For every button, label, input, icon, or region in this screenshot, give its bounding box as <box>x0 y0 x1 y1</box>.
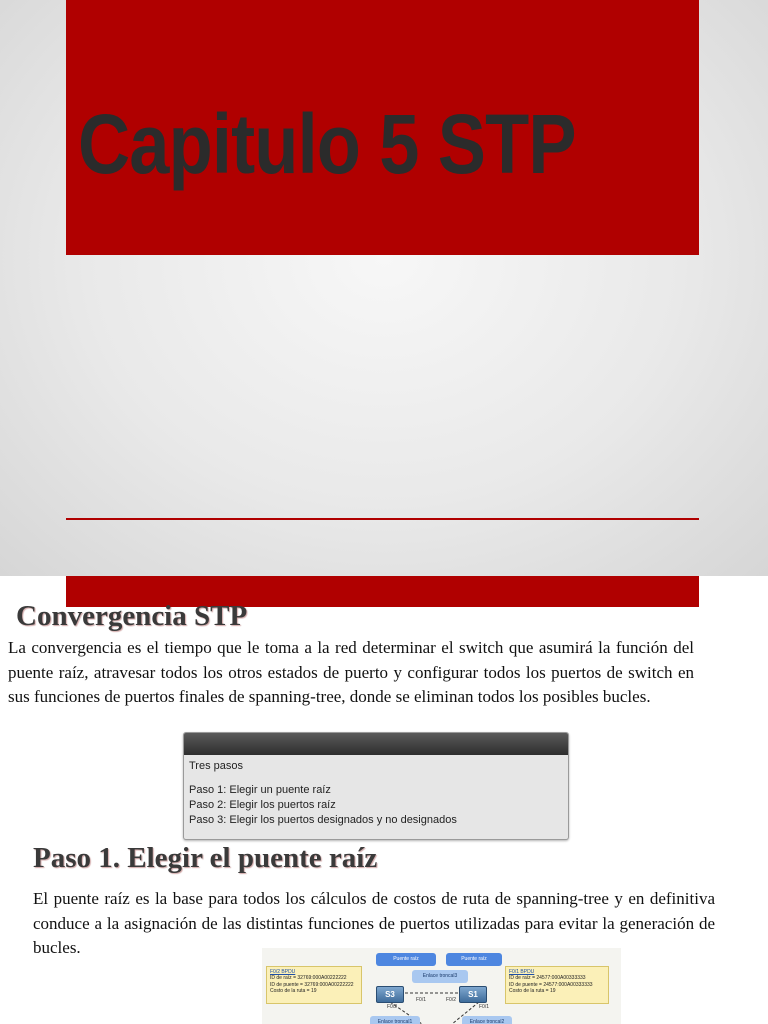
port-label: F0/1 <box>416 997 427 1003</box>
step-2: Paso 2: Elegir los puertos raíz <box>189 799 336 811</box>
port-label: F0/2 <box>446 997 457 1003</box>
bpdu-right-line: ID de puente = 24577:000A00333333 <box>509 981 593 988</box>
switch-s1-icon: S1 <box>459 986 487 1003</box>
bpdu-right-line: ID de raíz = 24577:000A00333333 <box>509 975 586 982</box>
panel-title-bar <box>184 733 568 755</box>
switch-s3-icon: S3 <box>376 986 404 1003</box>
bpdu-left-line: ID de puente = 32769:000A00222222 <box>270 981 354 988</box>
bpdu-left-line: Costo de la ruta = 19 <box>270 987 317 994</box>
section-heading-convergencia: Convergencia STP <box>16 600 248 632</box>
bpdu-box-left <box>266 966 362 1004</box>
root-bridge-pill-right: Puente raíz <box>446 953 502 966</box>
step-1: Paso 1: Elegir un puente raíz <box>189 784 331 796</box>
trunk-link-1: Enlace troncal1 <box>370 1016 420 1024</box>
step-3: Paso 3: Elegir los puertos designados y no designados <box>189 814 457 826</box>
section-heading-paso1: Paso 1. Elegir el puente raíz <box>33 842 378 874</box>
port-label: F0/2 <box>387 1004 398 1010</box>
bpdu-left-title: F0/2 BPDU <box>270 969 296 975</box>
trunk-link-3: Enlace troncal3 <box>412 970 468 983</box>
three-steps-panel <box>183 732 569 840</box>
root-bridge-paragraph: El puente raíz es la base para todos los cálculos de costos de ruta de spanning-tree y en definitiva conduce a la asignación de las distintas funciones de puertos utilizadas para evitar la generación de bucles. <box>33 889 715 957</box>
bpdu-right-line: Costo de la ruta = 19 <box>509 987 556 994</box>
convergence-paragraph: La convergencia es el tiempo que le toma a la red determinar el switch que asumirá la función del puente raíz, atravesar todos los otros estados de puerto y configurar todos los puertos de switch en sus funciones de puertos finales de spanning-tree, donde se eliminan todos los posibles bucles. <box>8 638 694 706</box>
port-label: F0/1 <box>479 1004 490 1010</box>
bpdu-box-right <box>505 966 609 1004</box>
root-bridge-pill-left: Puente raíz <box>376 953 436 966</box>
network-diagram <box>262 948 621 1024</box>
bpdu-left-line: ID de raíz = 32769:000A00222222 <box>270 975 347 982</box>
divider-line <box>66 518 699 520</box>
bpdu-right-title: F0/1 BPDU <box>509 969 535 975</box>
steps-title: Tres pasos <box>189 760 244 772</box>
slide-title: Capitulo 5 STP <box>78 97 576 191</box>
trunk-link-2: Enlace troncal2 <box>462 1016 512 1024</box>
content-slide <box>0 576 768 1024</box>
